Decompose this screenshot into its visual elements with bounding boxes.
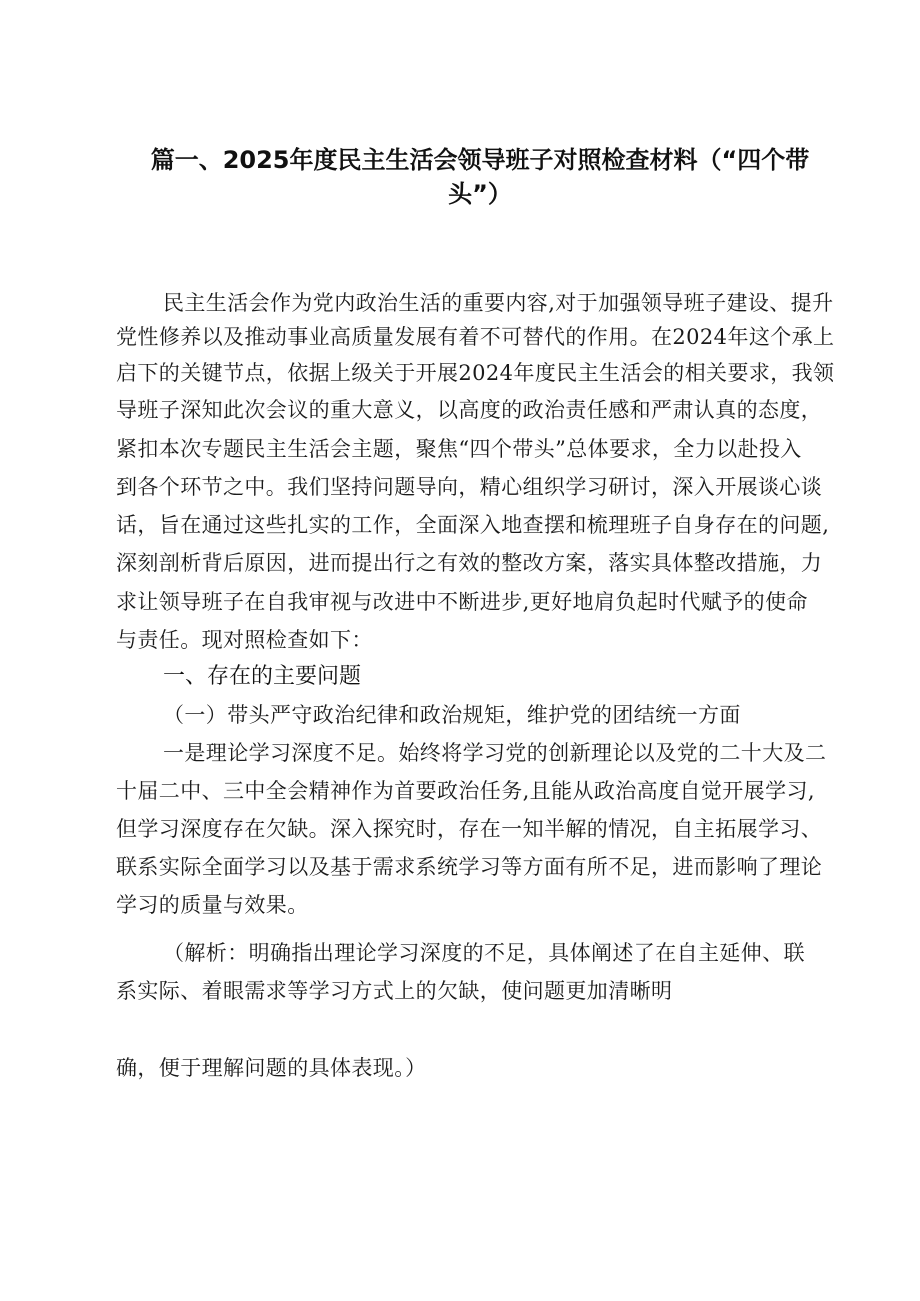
intro-line: 导班子深知此次会议的重大意义，以高度的政治责任感和严肃认真的态度， [116,398,823,422]
point-line: 一是理论学习深度不足。始终将学习党的创新理论以及党的二十大及二 [163,741,827,765]
analysis-line: （解析：明确指出理论学习深度的不足，具体阐述了在自主延伸、联 [163,941,805,965]
document-title-line-2: 头”） [448,180,512,208]
section-heading: 一、存在的主要问题 [163,664,362,689]
intro-line: 话，旨在通过这些扎实的工作，全面深入地查摆和梳理班子自身存在的问题, [116,513,830,537]
intro-line: 深刻剖析背后原因，进而提出行之有效的整改方案，落实具体整改措施，力 [116,551,823,575]
subsection-heading: （一）带头严守政治纪律和政治规矩，维护党的团结统一方面 [163,703,741,727]
point-line: 但学习深度存在欠缺。深入探究时，存在一知半解的情况，自主拓展学习、 [116,817,823,841]
intro-line: 求让领导班子在自我审视与改进中不断进步,更好地肩负起时代赋予的使命 [116,590,808,614]
intro-line: 紧扣本次专题民主生活会主题，聚焦“四个带头”总体要求，全力以赴投入 [116,437,802,461]
intro-line: 到各个环节之中。我们坚持问题导向，精心组织学习研讨，深入开展谈心谈 [116,475,823,499]
intro-line: 党性修养以及推动事业高质量发展有着不可替代的作用。在2024年这个承上 [116,325,835,349]
point-line: 学习的质量与效果。 [116,893,309,917]
analysis-line: 确，便于理解问题的具体表现。） [116,1056,427,1080]
analysis-line: 系实际、着眼需求等学习方式上的欠缺，使问题更加清晰明 [116,979,673,1003]
intro-line: 与责任。现对照检查如下： [116,628,373,652]
document-title-line-1: 篇一、2025年度民主生活会领导班子对照检查材料（“四个带 [150,146,810,174]
intro-line: 民主生活会作为党内政治生活的重要内容,对于加强领导班子建设、提升 [163,291,834,315]
point-line: 十届二中、三中全会精神作为首要政治任务,且能从政治高度自觉开展学习, [116,779,815,803]
point-line: 联系实际全面学习以及基于需求系统学习等方面有所不足，进而影响了理论 [116,855,823,879]
intro-line: 启下的关键节点，依据上级关于开展2024年度民主生活会的相关要求，我领 [116,361,835,385]
